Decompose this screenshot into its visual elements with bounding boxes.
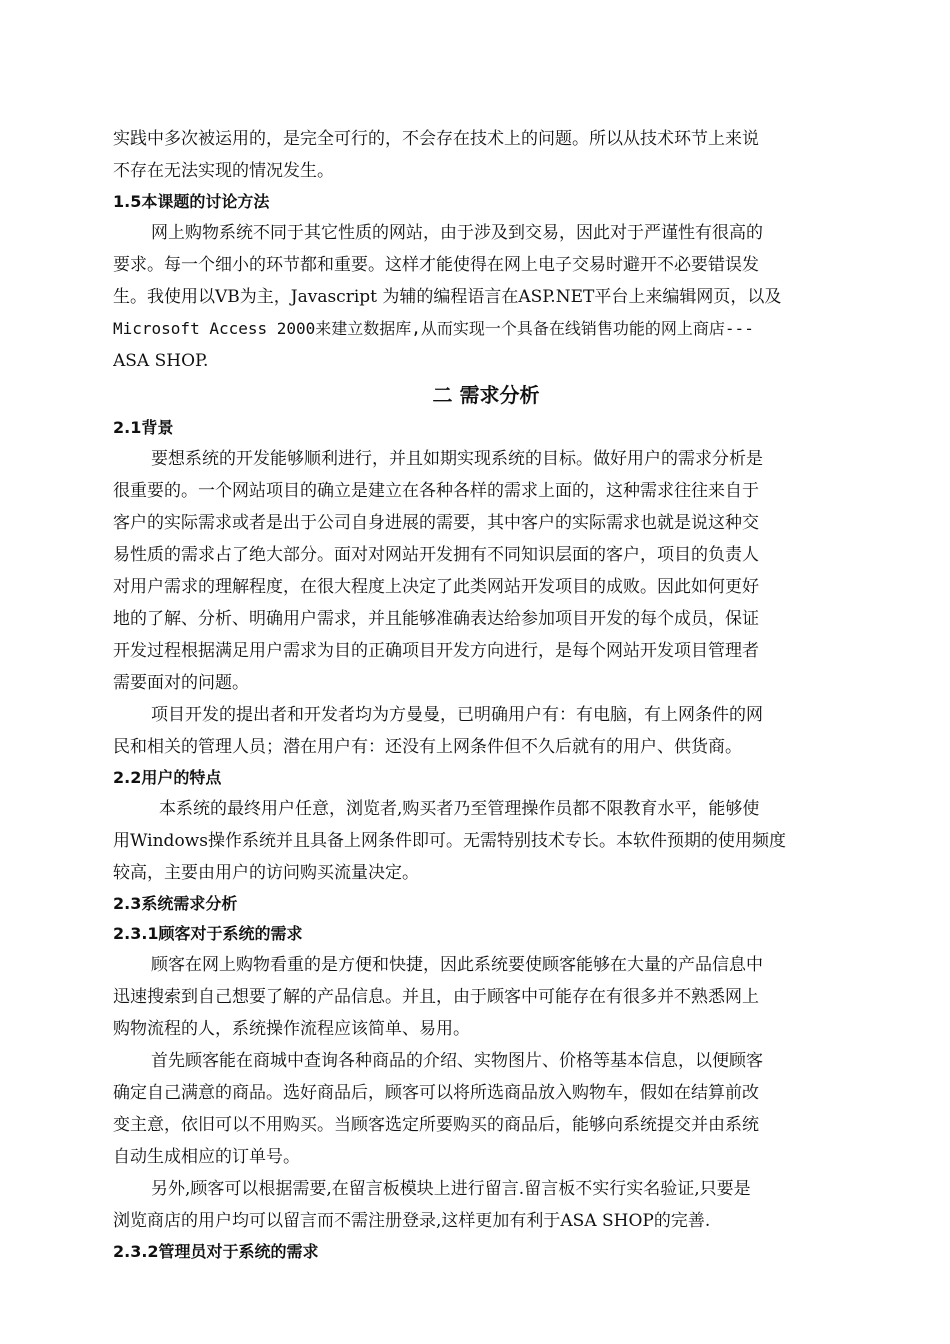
paragraph-line: 生。我使用以VB为主，Javascript 为辅的编程语言在ASP.NET平台上来编辑网页，以及 — [113, 287, 782, 307]
paragraph-line: 不存在无法实现的情况发生。 — [113, 161, 334, 181]
paragraph-line: 要求。每一个细小的环节都和重要。这样才能使得在网上电子交易时避开不必要错误发 — [113, 255, 759, 275]
section-heading-2-3-1: 2.3.1顾客对于系统的需求 — [113, 924, 303, 943]
paragraph-line: 客户的实际需求或者是出于公司自身进展的需要，其中客户的实际需求也就是说这种交 — [113, 513, 759, 533]
section-heading-1-5: 1.5本课题的讨论方法 — [113, 192, 270, 211]
paragraph-line: 地的了解、分析、明确用户需求，并且能够准确表达给参加项目开发的每个成员，保证 — [113, 609, 759, 629]
paragraph-line: 易性质的需求占了绝大部分。面对对网站开发拥有不同知识层面的客户，项目的负责人 — [113, 545, 759, 565]
section-heading-2-3-2: 2.3.2管理员对于系统的需求 — [113, 1242, 319, 1261]
paragraph-line: 另外,顾客可以根据需要,在留言板模块上进行留言.留言板不实行实名验证,只要是 — [151, 1179, 751, 1199]
document-body — [113, 123, 859, 1267]
paragraph-line: 购物流程的人，系统操作流程应该简单、易用。 — [113, 1019, 470, 1039]
paragraph-line: 确定自己满意的商品。选好商品后，顾客可以将所选商品放入购物车，假如在结算前改 — [113, 1083, 759, 1103]
paragraph-line: 自动生成相应的订单号。 — [113, 1147, 300, 1167]
paragraph-line: 项目开发的提出者和开发者均为方曼曼，已明确用户有：有电脑，有上网条件的网 — [151, 705, 763, 725]
paragraph-line: 要想系统的开发能够顺利进行，并且如期实现系统的目标。做好用户的需求分析是 — [151, 449, 763, 469]
paragraph-line: 实践中多次被运用的，是完全可行的，不会存在技术上的问题。所以从技术环节上来说 — [113, 129, 759, 149]
paragraph-line: 浏览商店的用户均可以留言而不需注册登录,这样更加有利于ASA SHOP的完善. — [113, 1211, 711, 1231]
paragraph-line: 用Windows操作系统并且具备上网条件即可。无需特别技术专长。本软件预期的使用频度 — [113, 831, 786, 851]
paragraph-line: 开发过程根据满足用户需求为目的正确项目开发方向进行，是每个网站开发项目管理者 — [113, 641, 759, 661]
section-heading-2-2: 2.2用户的特点 — [113, 768, 222, 787]
paragraph-line: 较高，主要由用户的访问购买流量决定。 — [113, 863, 419, 883]
paragraph-line: 很重要的。一个网站项目的确立是建立在各种各样的需求上面的，这种需求往往来自于 — [113, 481, 759, 501]
paragraph-line: Microsoft Access 2000来建立数据库,从而实现一个具备在线销售功能的网上商店--- — [113, 319, 754, 338]
paragraph-line: 首先顾客能在商城中查询各种商品的介绍、实物图片、价格等基本信息，以便顾客 — [151, 1051, 763, 1071]
section-heading-2-1: 2.1背景 — [113, 418, 174, 437]
paragraph-line: 变主意，依旧可以不用购买。当顾客选定所要购买的商品后，能够向系统提交并由系统 — [113, 1115, 759, 1135]
paragraph-line: 民和相关的管理人员；潜在用户有：还没有上网条件但不久后就有的用户、供货商。 — [113, 737, 742, 757]
paragraph-line: ASA SHOP. — [113, 351, 209, 371]
paragraph-line: 网上购物系统不同于其它性质的网站，由于涉及到交易，因此对于严谨性有很高的 — [151, 223, 763, 243]
paragraph-line: 对用户需求的理解程度，在很大程度上决定了此类网站开发项目的成败。因此如何更好 — [113, 577, 759, 597]
paragraph-line: 迅速搜索到自己想要了解的产品信息。并且，由于顾客中可能存在有很多并不熟悉网上 — [113, 987, 759, 1007]
paragraph-line: 需要面对的问题。 — [113, 673, 249, 693]
section-heading-2-3: 2.3系统需求分析 — [113, 894, 238, 913]
paragraph-line: 顾客在网上购物看重的是方便和快捷，因此系统要使顾客能够在大量的产品信息中 — [151, 955, 763, 975]
chapter-title: 二 需求分析 — [432, 383, 540, 407]
paragraph-line: 本系统的最终用户任意，浏览者,购买者乃至管理操作员都不限教育水平，能够使 — [159, 799, 760, 819]
